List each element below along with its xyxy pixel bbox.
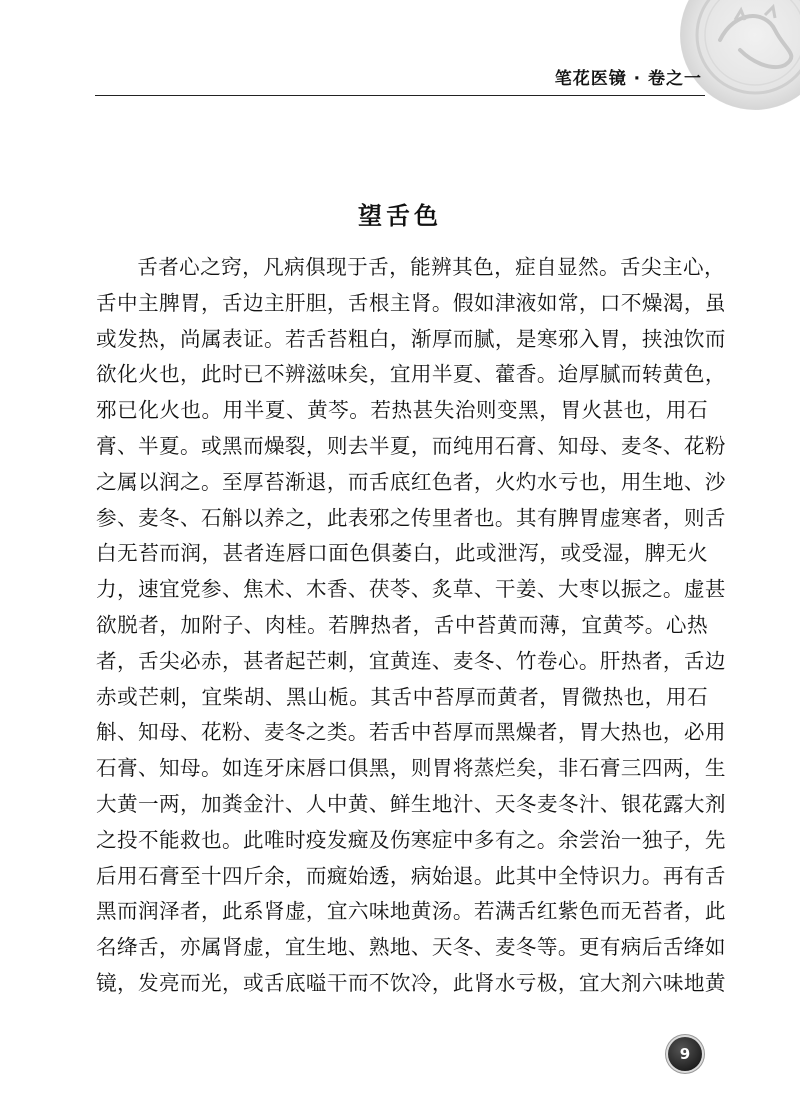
page-number-badge: [668, 1037, 702, 1071]
text-line: 或发热，尚属表证。若舌苔粗白，渐厚而腻，是寒邪入胃，挟浊饮而: [96, 326, 726, 351]
dragon-seal-icon: [680, 0, 800, 110]
text-line: 者，舌尖必赤，甚者起芒刺，宜黄连、麦冬、竹卷心。肝热者，舌边: [96, 648, 726, 673]
body-paragraph: [96, 250, 726, 1002]
page-number: 9: [679, 1045, 691, 1063]
text-line: 力，速宜党参、焦术、木香、茯苓、炙草、干姜、大枣以振之。虚甚: [96, 577, 726, 602]
text-line: 后用石膏至十四斤余，而癍始透，病始退。此其中全恃识力。再有舌: [96, 863, 726, 888]
text-line: 膏、半夏。或黑而燥裂，则去半夏，而纯用石膏、知母、麦冬、花粉: [96, 433, 726, 458]
text-line: 赤或芒刺，宜柴胡、黑山栀。其舌中苔厚而黄者，胃微热也，用石: [96, 684, 708, 709]
text-line: 大黄一两，加粪金汁、人中黄、鲜生地汁、天冬麦冬汁、银花露大剂: [96, 791, 726, 816]
section-title: 望舌色: [358, 202, 442, 230]
text-line: 石膏、知母。如连牙床唇口俱黑，则胃将蒸烂矣，非石膏三四两，生: [96, 756, 726, 781]
text-line: 舌中主脾胃，舌边主肝胆，舌根主肾。假如津液如常，口不燥渴，虽: [96, 290, 726, 315]
text-line: 参、麦冬、石斛以养之，此表邪之传里者也。其有脾胃虚寒者，则舌: [96, 505, 726, 530]
running-head: 笔花医镜 · 卷之一: [554, 69, 702, 89]
text-line: 黑而润泽者，此系肾虚，宜六味地黄汤。若满舌红紫色而无苔者，此: [96, 899, 726, 924]
text-line: 白无苔而润，甚者连唇口面色俱萎白，此或泄泻，或受湿，脾无火: [96, 541, 708, 566]
text-line: 之属以润之。至厚苔渐退，而舌底红色者，火灼水亏也，用生地、沙: [96, 469, 726, 494]
text-line: 镜，发亮而光，或舌底嗌干而不饮冷，此肾水亏极，宜大剂六味地黄: [96, 970, 726, 995]
text-line: 斛、知母、花粉、麦冬之类。若舌中苔厚而黑燥者，胃大热也，必用: [96, 720, 726, 745]
text-line: 名绛舌，亦属肾虚，宜生地、熟地、天冬、麦冬等。更有病后舌绛如: [96, 935, 726, 960]
text-line: 邪已化火也。用半夏、黄芩。若热甚失治则变黑，胃火甚也，用石: [96, 398, 708, 423]
text-line: 欲脱者，加附子、肉桂。若脾热者，舌中苔黄而薄，宜黄芩。心热: [96, 612, 708, 637]
text-line: 舌者心之窍，凡病俱现于舌，能辨其色，症自显然。舌尖主心，: [137, 255, 726, 279]
text-line: 欲化火也，此时已不辨滋味矣，宜用半夏、藿香。迨厚腻而转黄色，: [96, 362, 726, 387]
text-line: 之投不能救也。此唯时疫发癍及伤寒症中多有之。余尝治一独子，先: [96, 827, 726, 852]
header-rule: [95, 95, 705, 96]
corner-seal-ornament: [680, 0, 800, 110]
